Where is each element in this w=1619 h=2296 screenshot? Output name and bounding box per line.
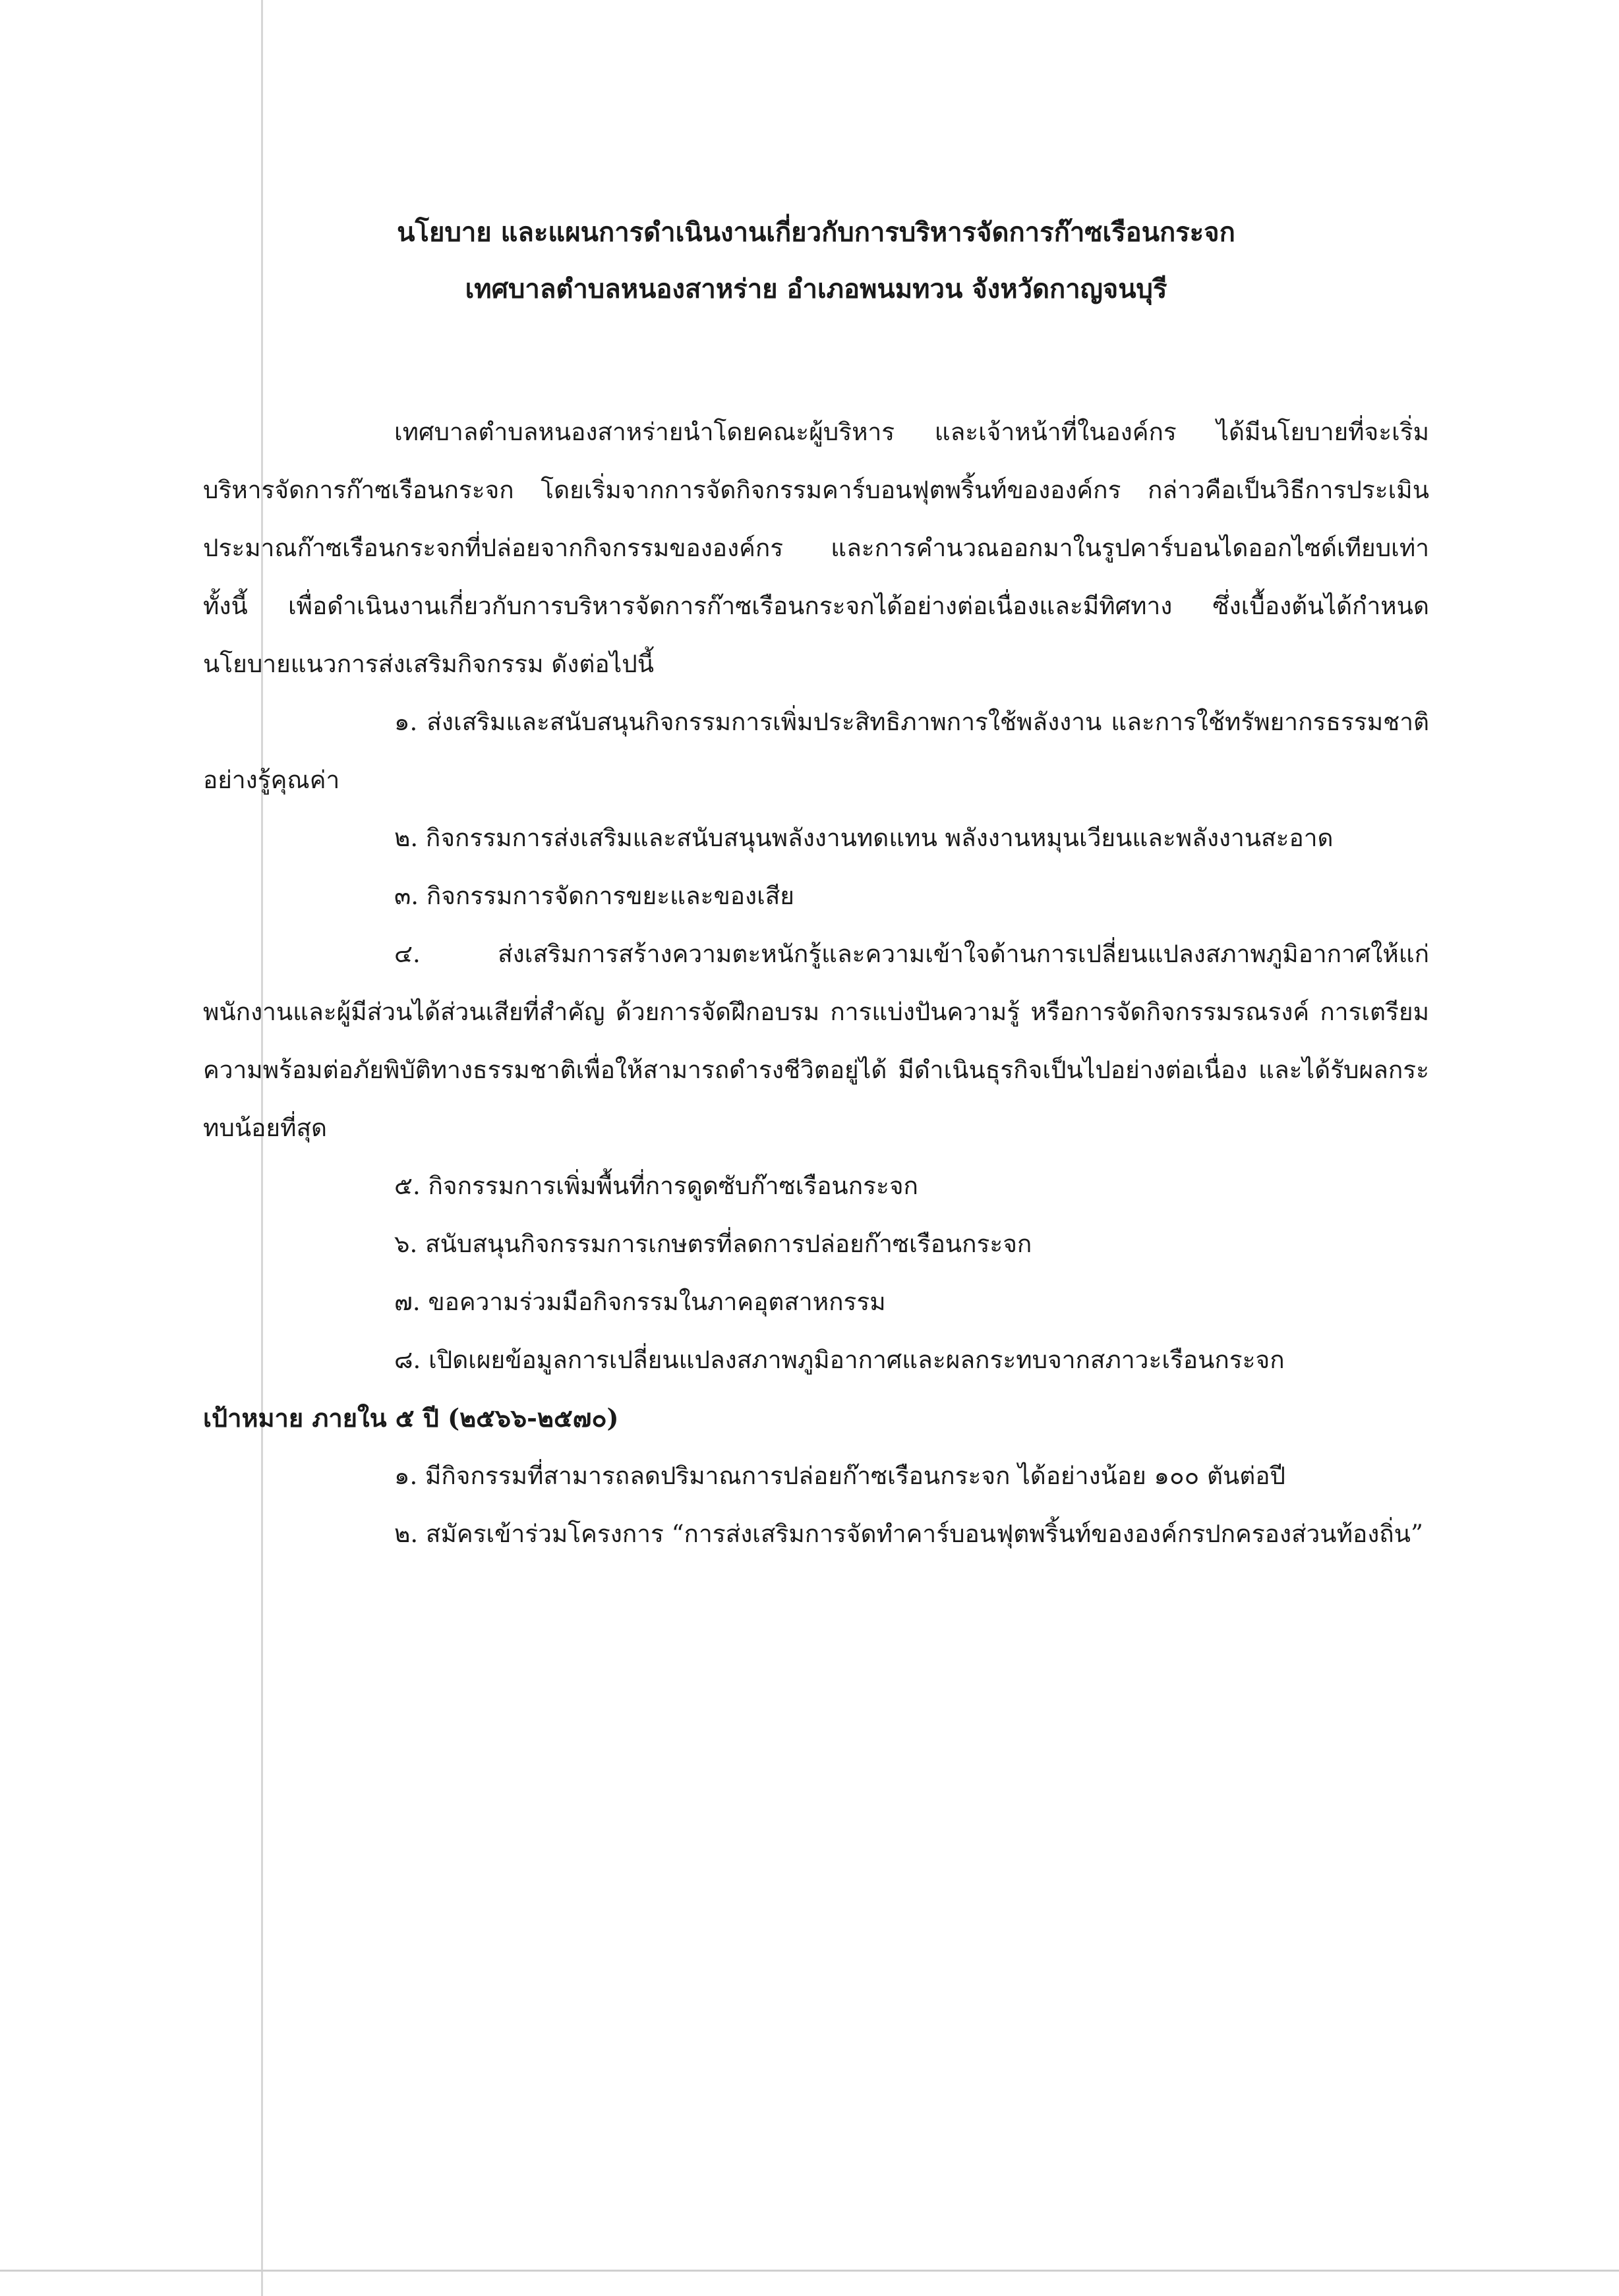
policy-item-3: ๓. กิจกรรมการจัดการขยะและของเสีย xyxy=(394,882,794,910)
goal-item-1: ๑. มีกิจกรรมที่สามารถลดปริมาณการปล่อยก๊าซเรือนกระจก ได้อย่างน้อย ๑๐๐ ตันต่อปี xyxy=(394,1462,1285,1490)
policy-item-5: ๕. กิจกรรมการเพิ่มพื้นที่การดูดซับก๊าซเรือนกระจก xyxy=(394,1172,918,1200)
policy-item-8: ๘. เปิดเผยข้อมูลการเปลี่ยนแปลงสภาพภูมิอากาศและผลกระทบจากสภาวะเรือนกระจก xyxy=(394,1346,1285,1374)
goal-list xyxy=(203,1447,1429,1563)
title-line-1: นโยบาย และแผนการดำเนินงานเกี่ยวกับการบริหารจัดการก๊าซเรือนกระจก xyxy=(397,217,1235,248)
goal-item-2: ๒. สมัครเข้าร่วมโครงการ “การส่งเสริมการจัดทำคาร์บอนฟุตพริ้นท์ขององค์กรปกครองส่วนท้องถิ่น” xyxy=(394,1520,1423,1548)
policy-item-7: ๗. ขอความร่วมมือกิจกรรมในภาคอุตสาหกรรม xyxy=(394,1288,886,1316)
title-line-2: เทศบาลตำบลหนองสาหร่าย อำเภอพนมทวน จังหวัดกาญจนบุรี xyxy=(465,273,1167,304)
policy-item-6: ๖. สนับสนุนกิจกรรมการเกษตรที่ลดการปล่อยก๊าซเรือนกระจก xyxy=(394,1230,1032,1258)
scan-bottom-edge xyxy=(0,2270,1619,2272)
policy-item-1: ๑. ส่งเสริมและสนับสนุนกิจกรรมการเพิ่มประสิทธิภาพการใช้พลังงาน และการใช้ทรัพยากรธรรมชาติอย่างรู้คุณค่า xyxy=(203,708,1429,794)
policy-item-4: ๔. ส่งเสริมการสร้างความตะหนักรู้และความเข้าใจด้านการเปลี่ยนแปลงสภาพภูมิอากาศให้แก่พนักงานและผู้มีส่วนได้ส่วนเสียที่สำคัญ ด้วยการจัดฝึกอบรม การแบ่งปันความรู้ หรือการจัดกิจกรรมรณรงค์ การเตรียมความพร้อมต่อภัยพิบัติทางธรรมชาติเพื่อให้สามารถดำรงชีวิตอยู่ได้ มีดำเนินธุรกิจเป็นไปอย่างต่อเนื่อง และได้รับผลกระทบน้อยที่สุด xyxy=(203,940,1429,1142)
goal-heading: เป้าหมาย ภายใน ๕ ปี (๒๕๖๖-๒๕๗๐) xyxy=(203,1403,619,1433)
title-block xyxy=(203,204,1429,318)
document-page xyxy=(203,204,1429,1563)
policy-list xyxy=(203,693,1429,1389)
policy-item-2: ๒. กิจกรรมการส่งเสริมและสนับสนุนพลังงานทดแทน พลังงานหมุนเวียนและพลังงานสะอาด xyxy=(394,824,1334,852)
intro-paragraph: เทศบาลตำบลหนองสาหร่ายนำโดยคณะผู้บริหาร และเจ้าหน้าที่ในองค์กร ได้มีนโยบายที่จะเริ่มบริหารจัดการก๊าซเรือนกระจก โดยเริ่มจากการจัดกิจกรรมคาร์บอนฟุตพริ้นท์ขององค์กร กล่าวคือเป็นวิธีการประเมินประมาณก๊าซเรือนกระจกที่ปล่อยจากกิจกรรมขององค์กร และการคำนวณออกมาในรูปคาร์บอนไดออกไซด์เทียบเท่า ทั้งนี้ เพื่อดำเนินงานเกี่ยวกับการบริหารจัดการก๊าซเรือนกระจกได้อย่างต่อเนื่องและมีทิศทาง ซึ่งเบื้องต้นได้กำหนดนโยบายแนวการส่งเสริมกิจกรรม ดังต่อไปนี้ xyxy=(203,418,1429,678)
